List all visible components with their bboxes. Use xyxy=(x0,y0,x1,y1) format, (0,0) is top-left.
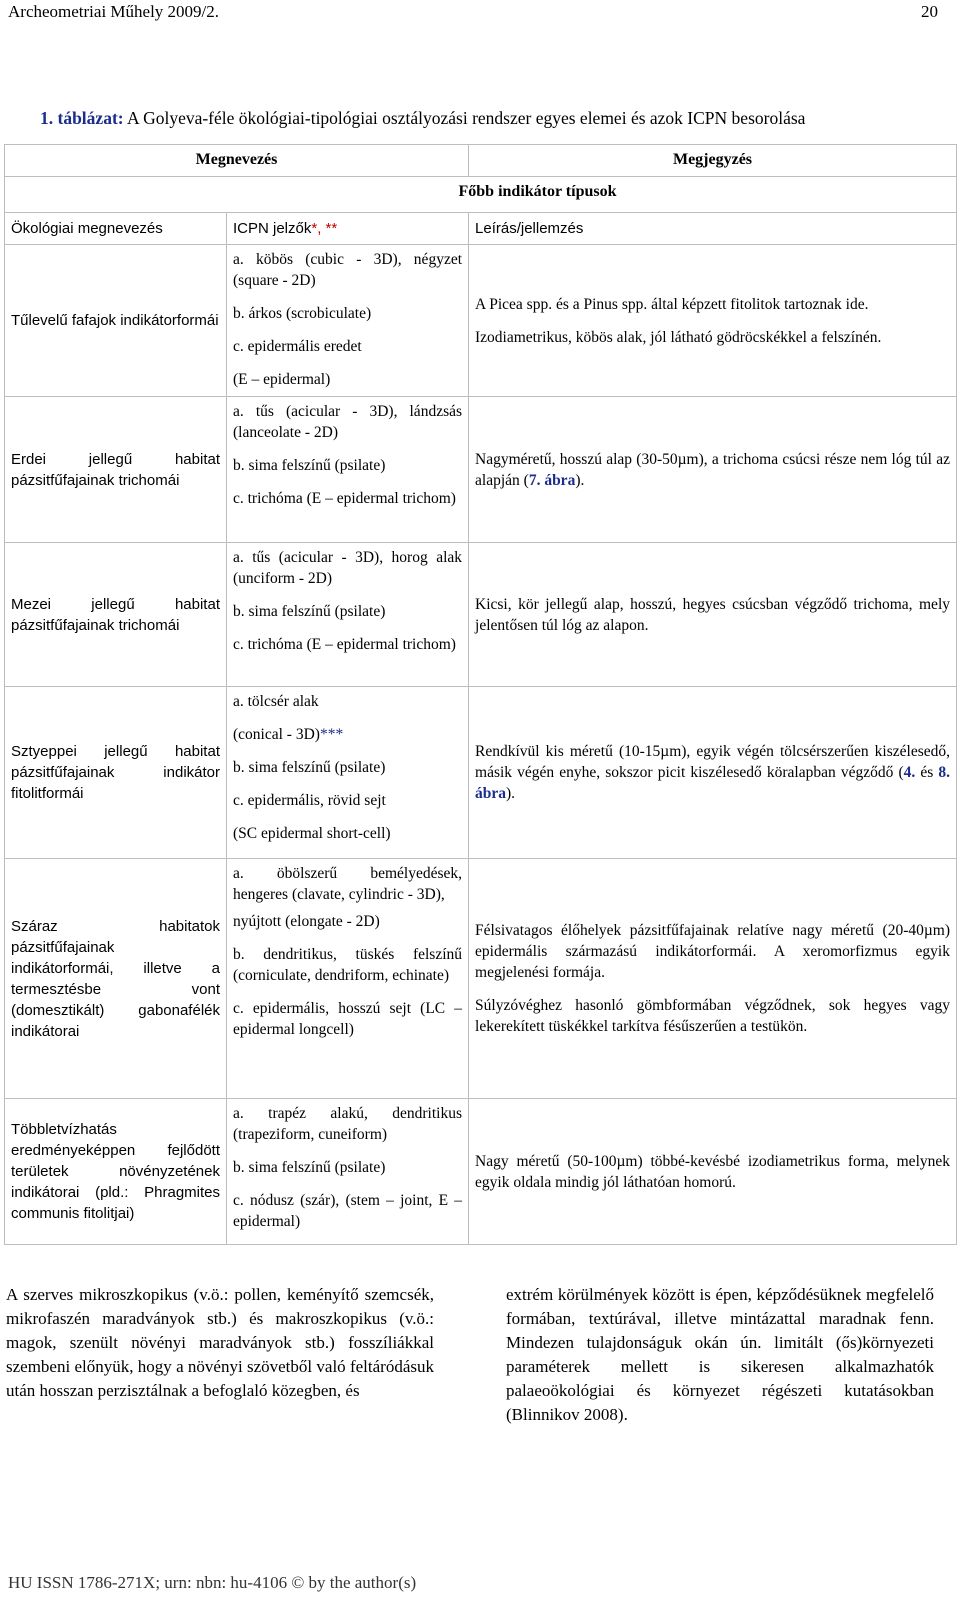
table-row xyxy=(5,1099,957,1245)
type-c: c. nódusz (szár), (stem – joint, E – epidermal) xyxy=(233,1192,463,1230)
description-end: ). xyxy=(575,471,585,489)
type-b: b. árkos (scrobiculate) xyxy=(233,305,372,322)
type-b: b. dendritikus, tüskés felszínű (corniculate, dendriform, echinate) xyxy=(233,946,463,984)
type-c-code: (E – epidermal) xyxy=(233,371,331,388)
row-name: Tűlevelű fafajok indikátorformái xyxy=(5,245,227,397)
row-description: Nagy méretű (50-100µm) többé-kevésbé izodiametrikus forma, melynek egyik oldala mindig jól láthatóan homorú. xyxy=(469,1099,957,1245)
header-okologiai: Ökológiai megnevezés xyxy=(5,213,227,245)
type-c-code: (SC epidermal short-cell) xyxy=(233,825,391,842)
row-description xyxy=(469,397,957,543)
type-b: b. sima felszínű (psilate) xyxy=(233,1159,386,1176)
type-a-code xyxy=(233,724,462,745)
type-a: a. trapéz alakú, dendritikus (trapeziform, cuneiform) xyxy=(233,1105,463,1143)
row-types xyxy=(227,397,469,543)
type-a-code-text: (conical - 3D) xyxy=(233,726,320,743)
type-b: b. sima felszínű (psilate) xyxy=(233,457,386,474)
type-a: a. köbös (cubic - 3D), négyzet (square - 2D) xyxy=(233,251,463,289)
description-2: Súlyzóvéghez hasonló gömbformában végződnek, sok hegyes vagy lekerekített tüskékkel tarkítva fésűszerűen a testükön. xyxy=(475,997,950,1035)
type-c: c. trichóma (E – epidermal trichom) xyxy=(233,636,456,653)
header-leiras: Leírás/jellemzés xyxy=(469,213,957,245)
table-row xyxy=(5,397,957,543)
footnote-marker: *** xyxy=(319,726,344,743)
type-c: c. trichóma (E – epidermal trichom) xyxy=(233,490,456,507)
figure-ref[interactable]: 7. ábra xyxy=(528,471,576,489)
header-icpn xyxy=(227,213,469,245)
type-a-2d: nyújtott (elongate - 2D) xyxy=(233,913,380,930)
header-fobb-indikator: Főbb indikátor típusok xyxy=(5,177,957,213)
row-types xyxy=(227,543,469,687)
caption-label: 1. táblázat: xyxy=(40,108,124,128)
description-1: A Picea spp. és a Pinus spp. által képzett fitolitok tartoznak ide. xyxy=(475,295,869,313)
page-number: 20 xyxy=(921,2,938,21)
caption-text: A Golyeva-féle ökológiai-tipológiai osztályozási rendszer egyes elemei és azok ICPN besorolása xyxy=(123,108,806,128)
row-description xyxy=(469,859,957,1099)
header-megnevezes: Megnevezés xyxy=(5,145,469,177)
icpn-asterisks: *, ** xyxy=(311,220,338,237)
row-types xyxy=(227,859,469,1099)
table-row xyxy=(5,543,957,687)
journal-header: Archeometriai Műhely 2009/2. xyxy=(8,2,220,21)
type-b: b. sima felszínű (psilate) xyxy=(233,759,386,776)
table-row xyxy=(5,859,957,1099)
header-megjegyzes: Megjegyzés xyxy=(469,145,957,177)
row-name: Mezei jellegű habitat pázsitfűfajainak trichomái xyxy=(5,543,227,687)
table-row xyxy=(5,687,957,859)
body-column-right: extrém körülmények között is épen, képződésüknek megfelelő formában, textúrával, illetve mintázattal maradnak fenn. Mindezen tulajdonságuk okán ún. limitált (ős)környezeti paraméterek mellett is sikeresen alkalmazhatók palaeoökológiai és környezet régészeti kutatásokban (Blinnikov 2008). xyxy=(506,1285,934,1424)
description-mid: és xyxy=(915,764,939,781)
description-1: Nagyméretű, hosszú alap (30-50µm), a trichoma csúcsi része nem lóg túl az alapján ( xyxy=(475,450,950,489)
icpn-label: ICPN jelzők xyxy=(233,220,312,237)
figure-ref[interactable]: 8. ábra xyxy=(475,764,950,802)
type-a: a. öbölszerű bemélyedések, hengeres (clavate, cylindric - 3D), xyxy=(233,865,463,903)
description-1: Félsivatagos élőhelyek pázsitfűfajainak relatíve nagy méretű (20-40µm) epidermális származású indikátorformái. A xeromorfizmus egyik megjelenési formája. xyxy=(475,922,950,981)
classification-table xyxy=(4,144,957,1245)
row-name: Száraz habitatok pázsitfűfajainak indikátorformái, illetve a termesztésbe vont (domesztikált) gabonafélék indikátorai xyxy=(5,859,227,1099)
figure-ref[interactable]: 4. xyxy=(903,764,916,781)
row-types xyxy=(227,1099,469,1245)
description-2: Izodiametrikus, köbös alak, jól látható gödröcskékkel a felszínén. xyxy=(475,328,882,346)
type-a: a. tölcsér alak xyxy=(233,693,319,710)
table-caption xyxy=(40,108,805,129)
row-name: Többletvízhatás eredményeképpen fejlődött területek növényzetének indikátorai (pld.: Phragmites communis fitolitjai) xyxy=(5,1099,227,1245)
type-a: a. tűs (acicular - 3D), lándzsás (lanceolate - 2D) xyxy=(233,403,463,441)
row-description xyxy=(469,245,957,397)
description-end: ). xyxy=(506,785,516,802)
row-description: Kicsi, kör jellegű alap, hosszú, hegyes csúcsban végződő trichoma, mely jelentősen túl lóg az alapon. xyxy=(469,543,957,687)
type-a: a. tűs (acicular - 3D), horog alak (unciform - 2D) xyxy=(233,549,463,587)
description-1: Rendkívül kis méretű (10-15µm), egyik végén tölcsérszerűen kiszélesedő, másik végén enyhe, sokszor picit kiszélesedő köralapban végződő ( xyxy=(475,743,950,781)
page-footer: HU ISSN 1786-271X; urn: nbn: hu-4106 © by the author(s) xyxy=(8,1573,417,1592)
row-name: Sztyeppei jellegű habitat pázsitfűfajainak indikátor fitolitformái xyxy=(5,687,227,859)
row-types xyxy=(227,687,469,859)
row-types xyxy=(227,245,469,397)
type-c: c. epidermális eredet xyxy=(233,338,362,355)
type-c: c. epidermális, hosszú sejt (LC – epidermal longcell) xyxy=(233,1000,463,1038)
table-row xyxy=(5,245,957,397)
row-name: Erdei jellegű habitat pázsitfűfajainak trichomái xyxy=(5,397,227,543)
type-c: c. epidermális, rövid sejt xyxy=(233,792,386,809)
body-column-left: A szerves mikroszkopikus (v.ö.: pollen, keményítő szemcsék, mikrofaszén maradványok stb.) és makroszkopikus (v.ö.: magok, szenült növényi maradványok stb.) fosszíliákkal szembeni előnyük, hogy a növényi szövetből való feltáródásuk után hosszan perzisztálnak a befoglaló közegben, és xyxy=(6,1285,434,1400)
row-description xyxy=(469,687,957,859)
type-b: b. sima felszínű (psilate) xyxy=(233,603,386,620)
